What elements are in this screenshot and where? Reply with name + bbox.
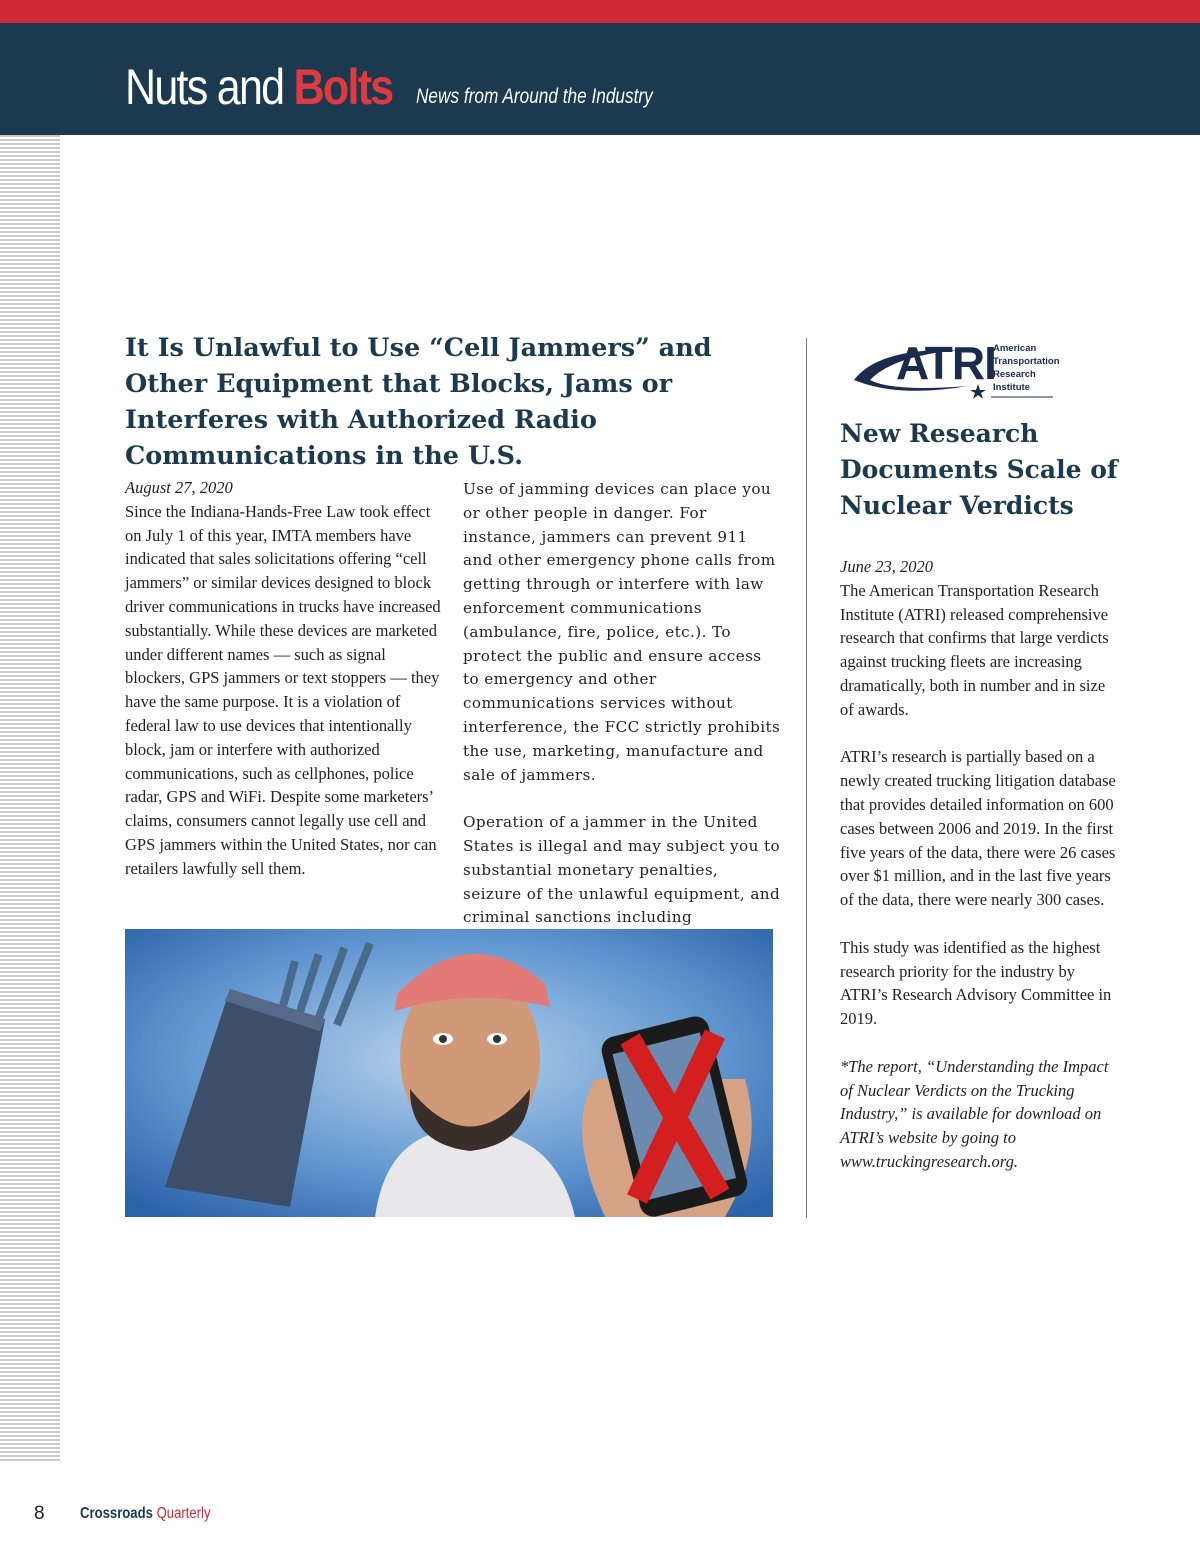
magazine-name — [80, 1505, 211, 1523]
sidebar-headline: New Research Documents Scale of Nuclear Verdicts — [840, 419, 1118, 520]
atri-logo-subtext — [993, 342, 1060, 394]
sidebar-paragraph: ATRI’s research is partially based on a newly created trucking litigation database that provides detailed information on 600 cases between 2006 and 2019. In the first five years of the data, there were 26 cases over $1 million, and in the last five years of the data, there were nearly 300 cases. — [840, 747, 1116, 910]
sidebar-paragraph: The American Transportation Research Institute (ATRI) released comprehensive research that confirms that large verdicts against trucking fleets are increasing dramatically, both in number and in size of awards. — [840, 580, 1109, 719]
page-number: 8 — [34, 1503, 45, 1524]
article-paragraph: Use of jamming devices can place you or other people in danger. For instance, jammers can prevent 911 and other emergency phone calls from getting through or interfere with law enforcement communications (ambulance, fire, police, etc.). To protect the public and ensure access to emergency and other communications services without interference, the FCC strictly prohibits the use, marketing, manufacture and sale of jammers. — [463, 480, 781, 784]
atri-logo — [848, 334, 1058, 400]
article-paragraph: Since the Indiana-Hands-Free Law took effect on July 1 of this year, IMTA members have indicated that sales solicitations offering “cell jammers” or similar devices designed to block driver communications in trucks have increased substantially. While these devices are marketed under different names — such as signal blockers, GPS jammers or text stoppers — they have the same purpose. It is a violation of federal law to use devices that intentionally block, jam or interfere with authorized communications, such as cellphones, police radar, GPS and WiFi. Despite some marketers’ claims, consumers cannot legally use cell and GPS jammers within the United States, nor can retailers lawfully sell them. — [125, 501, 441, 878]
atri-logo-line: American — [993, 343, 1037, 354]
sidebar-date: June 23, 2020 — [840, 557, 934, 576]
magazine-name-main: Crossroads — [80, 1505, 153, 1522]
section-title — [125, 57, 392, 117]
section-tagline: News from Around the Industry — [416, 85, 653, 108]
atri-logo-text: ATRI — [896, 337, 996, 389]
article-paragraph: Operation of a jammer in the United States is illegal and may subject you to substantial monetary penalties, seizure of the unlawful equipment, and criminal sanctions including — [463, 813, 781, 927]
sidebar-note: *The report, “Understanding the Impact of Nuclear Verdicts on the Trucking Industry,” is available for download on ATRI’s website by going to www.truckingresearch.org. — [840, 1056, 1109, 1171]
section-banner — [0, 23, 1200, 135]
atri-logo-line: Research — [993, 369, 1036, 380]
top-accent-bar — [0, 0, 1200, 23]
sidebar-article — [840, 555, 1120, 1174]
decorative-stripes — [0, 135, 60, 1463]
magazine-name-suffix: Quarterly — [156, 1505, 211, 1522]
atri-logo-line: Transportation — [993, 356, 1060, 367]
atri-logo-line: Institute — [993, 382, 1030, 393]
article-headline: It Is Unlawful to Use “Cell Jammers” and Other Equipment that Blocks, Jams or Interferes with Authorized Radio Communications in the U.S. — [125, 333, 712, 471]
section-title-nuts: Nuts and — [125, 59, 284, 115]
section-title-bolts: Bolts — [293, 59, 393, 115]
column-divider — [806, 338, 807, 1218]
sidebar-paragraph: This study was identified as the highest research priority for the industry by ATRI’s Research Advisory Committee in 2019. — [840, 937, 1112, 1029]
article-column-2 — [463, 478, 781, 954]
article-photo — [125, 929, 773, 1217]
article-column-1 — [125, 476, 441, 881]
article-date: August 27, 2020 — [125, 478, 233, 497]
